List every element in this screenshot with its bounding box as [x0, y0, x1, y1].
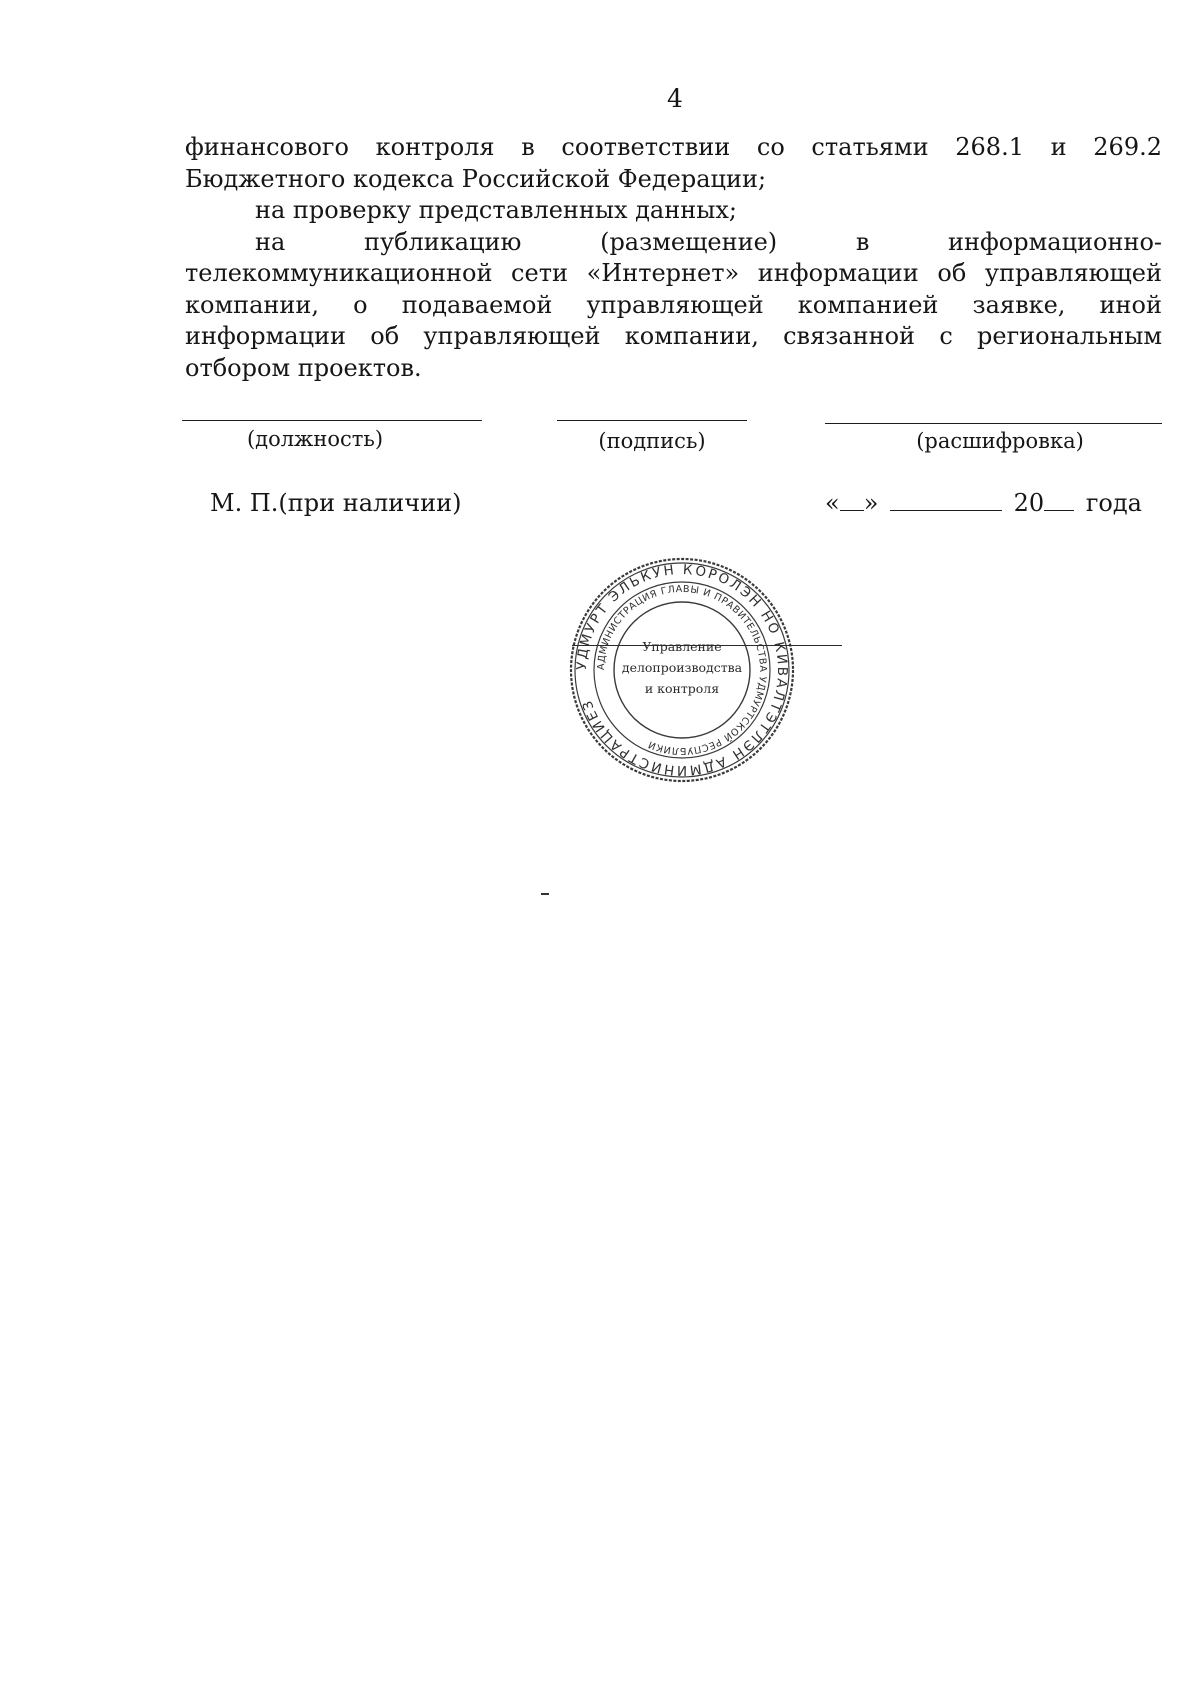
page-number: 4 [667, 84, 683, 113]
stamp-place-label: М. П.(при наличии) [210, 489, 462, 517]
position-label: (должность) [246, 427, 384, 451]
signature-line [557, 420, 747, 421]
month-blank [890, 488, 1002, 511]
year-prefix: 20 [1013, 489, 1045, 517]
seal-center-line-2: делопроизводства [621, 660, 743, 675]
day-blank [840, 488, 864, 511]
seal-center-line-1: Управление [642, 639, 722, 654]
decoding-label: (расшифровка) [916, 429, 1084, 453]
date-close-quote: » [863, 489, 879, 517]
consent-text [185, 132, 1162, 384]
seal-center-line-3: и контроля [644, 681, 720, 696]
year-suffix: года [1085, 489, 1142, 517]
seal-inner-text: АДМИНИСТРАЦИЯ ГЛАВЫ И ПРАВИТЕЛЬСТВА УДМУРТСКОЙ РЕСПУБЛИКИ [595, 583, 769, 757]
seal-graphic [567, 555, 797, 785]
decoding-line [825, 423, 1162, 424]
scan-mark [541, 893, 549, 895]
paragraph-data-verification: на проверку представленных данных; [255, 196, 737, 224]
date-open-quote: « [825, 489, 840, 517]
seal-signature-stroke [572, 645, 842, 646]
year-blank [1044, 488, 1074, 511]
official-seal [567, 555, 797, 785]
signature-label: (подпись) [598, 429, 706, 453]
seal-outer-text: УДМУРТ ЭЛЬКУН КОРОЛЭН НО КИВАЛТЭТЛЭН АДМИНИСТРАЦИЕЗ [573, 561, 791, 779]
position-line [182, 420, 482, 421]
paragraph-financial-control: финансового контроля в соответствии со статьями 268.1 и 269.2 Бюджетного кодекса Российской Федерации; [185, 133, 1162, 193]
paragraph-publication: на публикацию (размещение) в информационно-телекоммуникационной сети «Интернет» информации об управляющей компании, о подаваемой управляющей компанией заявке, иной информации об управляющей компании, связанной с региональным отбором проектов. [185, 227, 1162, 382]
date-line [825, 488, 1142, 518]
